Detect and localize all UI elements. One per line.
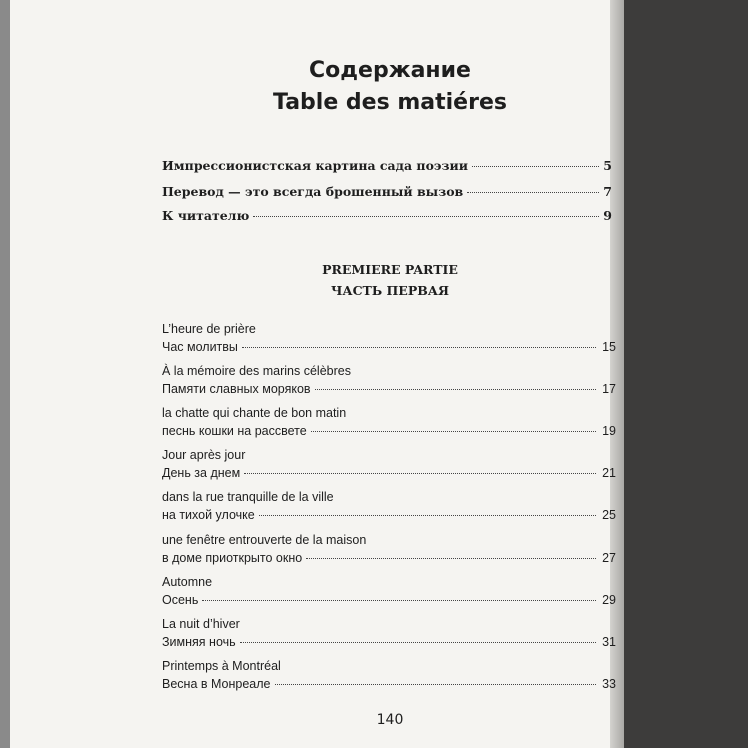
entry-title-french: une fenêtre entrouverte de la maison: [162, 533, 367, 547]
entry-page: 31: [602, 635, 616, 649]
leader-dots: [242, 347, 596, 348]
leader-dots: [202, 600, 596, 601]
page-number: 140: [376, 712, 404, 728]
entry-page: 17: [602, 382, 616, 396]
heading-russian: Содержание: [309, 58, 471, 83]
entry-page: 21: [602, 466, 616, 480]
part-heading-french: PREMIERE PARTIE: [322, 262, 458, 277]
toc-entry: [162, 488, 616, 524]
entry-title-russian: на тихой улочке: [162, 508, 255, 522]
entry-title-french: Printemps à Montréal: [162, 659, 281, 673]
intro-entry: [162, 158, 612, 173]
entry-page: 27: [602, 551, 616, 565]
heading-french: Table des matiéres: [273, 90, 507, 115]
intro-entry: [162, 184, 612, 199]
entry-title-russian: Осень: [162, 593, 199, 607]
entry-title-french: Automne: [162, 575, 213, 589]
intro-page: 5: [603, 158, 612, 173]
leader-dots: [253, 216, 599, 217]
entry-page: 25: [602, 508, 616, 522]
intro-title: Импрессионистская картина сада поэзии: [162, 158, 469, 173]
entry-title-russian: Весна в Монреале: [162, 677, 271, 691]
toc-entry: [162, 320, 616, 356]
leader-dots: [315, 389, 597, 390]
entry-page: 15: [602, 340, 616, 354]
intro-title: Перевод — это всегда брошенный вызов: [162, 184, 464, 199]
leader-dots: [472, 166, 599, 167]
entry-title-french: dans la rue tranquille de la ville: [162, 490, 334, 504]
entry-title-french: À la mémoire des marins célèbres: [162, 364, 351, 378]
entry-title-french: La nuit d’hiver: [162, 617, 240, 631]
entry-title-russian: Час молитвы: [162, 340, 238, 354]
leader-dots: [240, 642, 596, 643]
leader-dots: [244, 473, 596, 474]
entry-page: 29: [602, 593, 616, 607]
entry-title-russian: День за днем: [162, 466, 241, 480]
leader-dots: [275, 684, 597, 685]
intro-entry: [162, 208, 612, 223]
entry-title-russian: в доме приоткрыто окно: [162, 551, 303, 565]
toc-entry: [162, 531, 616, 567]
entry-page: 33: [602, 677, 616, 691]
toc-entry: [162, 404, 616, 440]
leader-dots: [306, 558, 596, 559]
toc-entry: [162, 446, 616, 482]
intro-page: 7: [603, 184, 612, 199]
toc-entry: [162, 615, 616, 651]
toc-entry: [162, 657, 616, 693]
toc-entry: [162, 573, 616, 609]
entry-title-french: la chatte qui chante de bon matin: [162, 406, 347, 420]
entry-title-french: L’heure de prière: [162, 322, 256, 336]
leader-dots: [259, 515, 596, 516]
entry-title-russian: песнь кошки на рассвете: [162, 424, 307, 438]
intro-page: 9: [603, 208, 612, 223]
toc-entry: [162, 362, 616, 398]
entry-title-russian: Памяти славных моряков: [162, 382, 311, 396]
part-heading-russian: ЧАСТЬ ПЕРВАЯ: [330, 283, 449, 298]
leader-dots: [311, 431, 596, 432]
entry-title-russian: Зимняя ночь: [162, 635, 236, 649]
intro-title: К читателю: [162, 208, 250, 223]
leader-dots: [467, 192, 599, 193]
entry-title-french: Jour après jour: [162, 448, 246, 462]
entry-page: 19: [602, 424, 616, 438]
